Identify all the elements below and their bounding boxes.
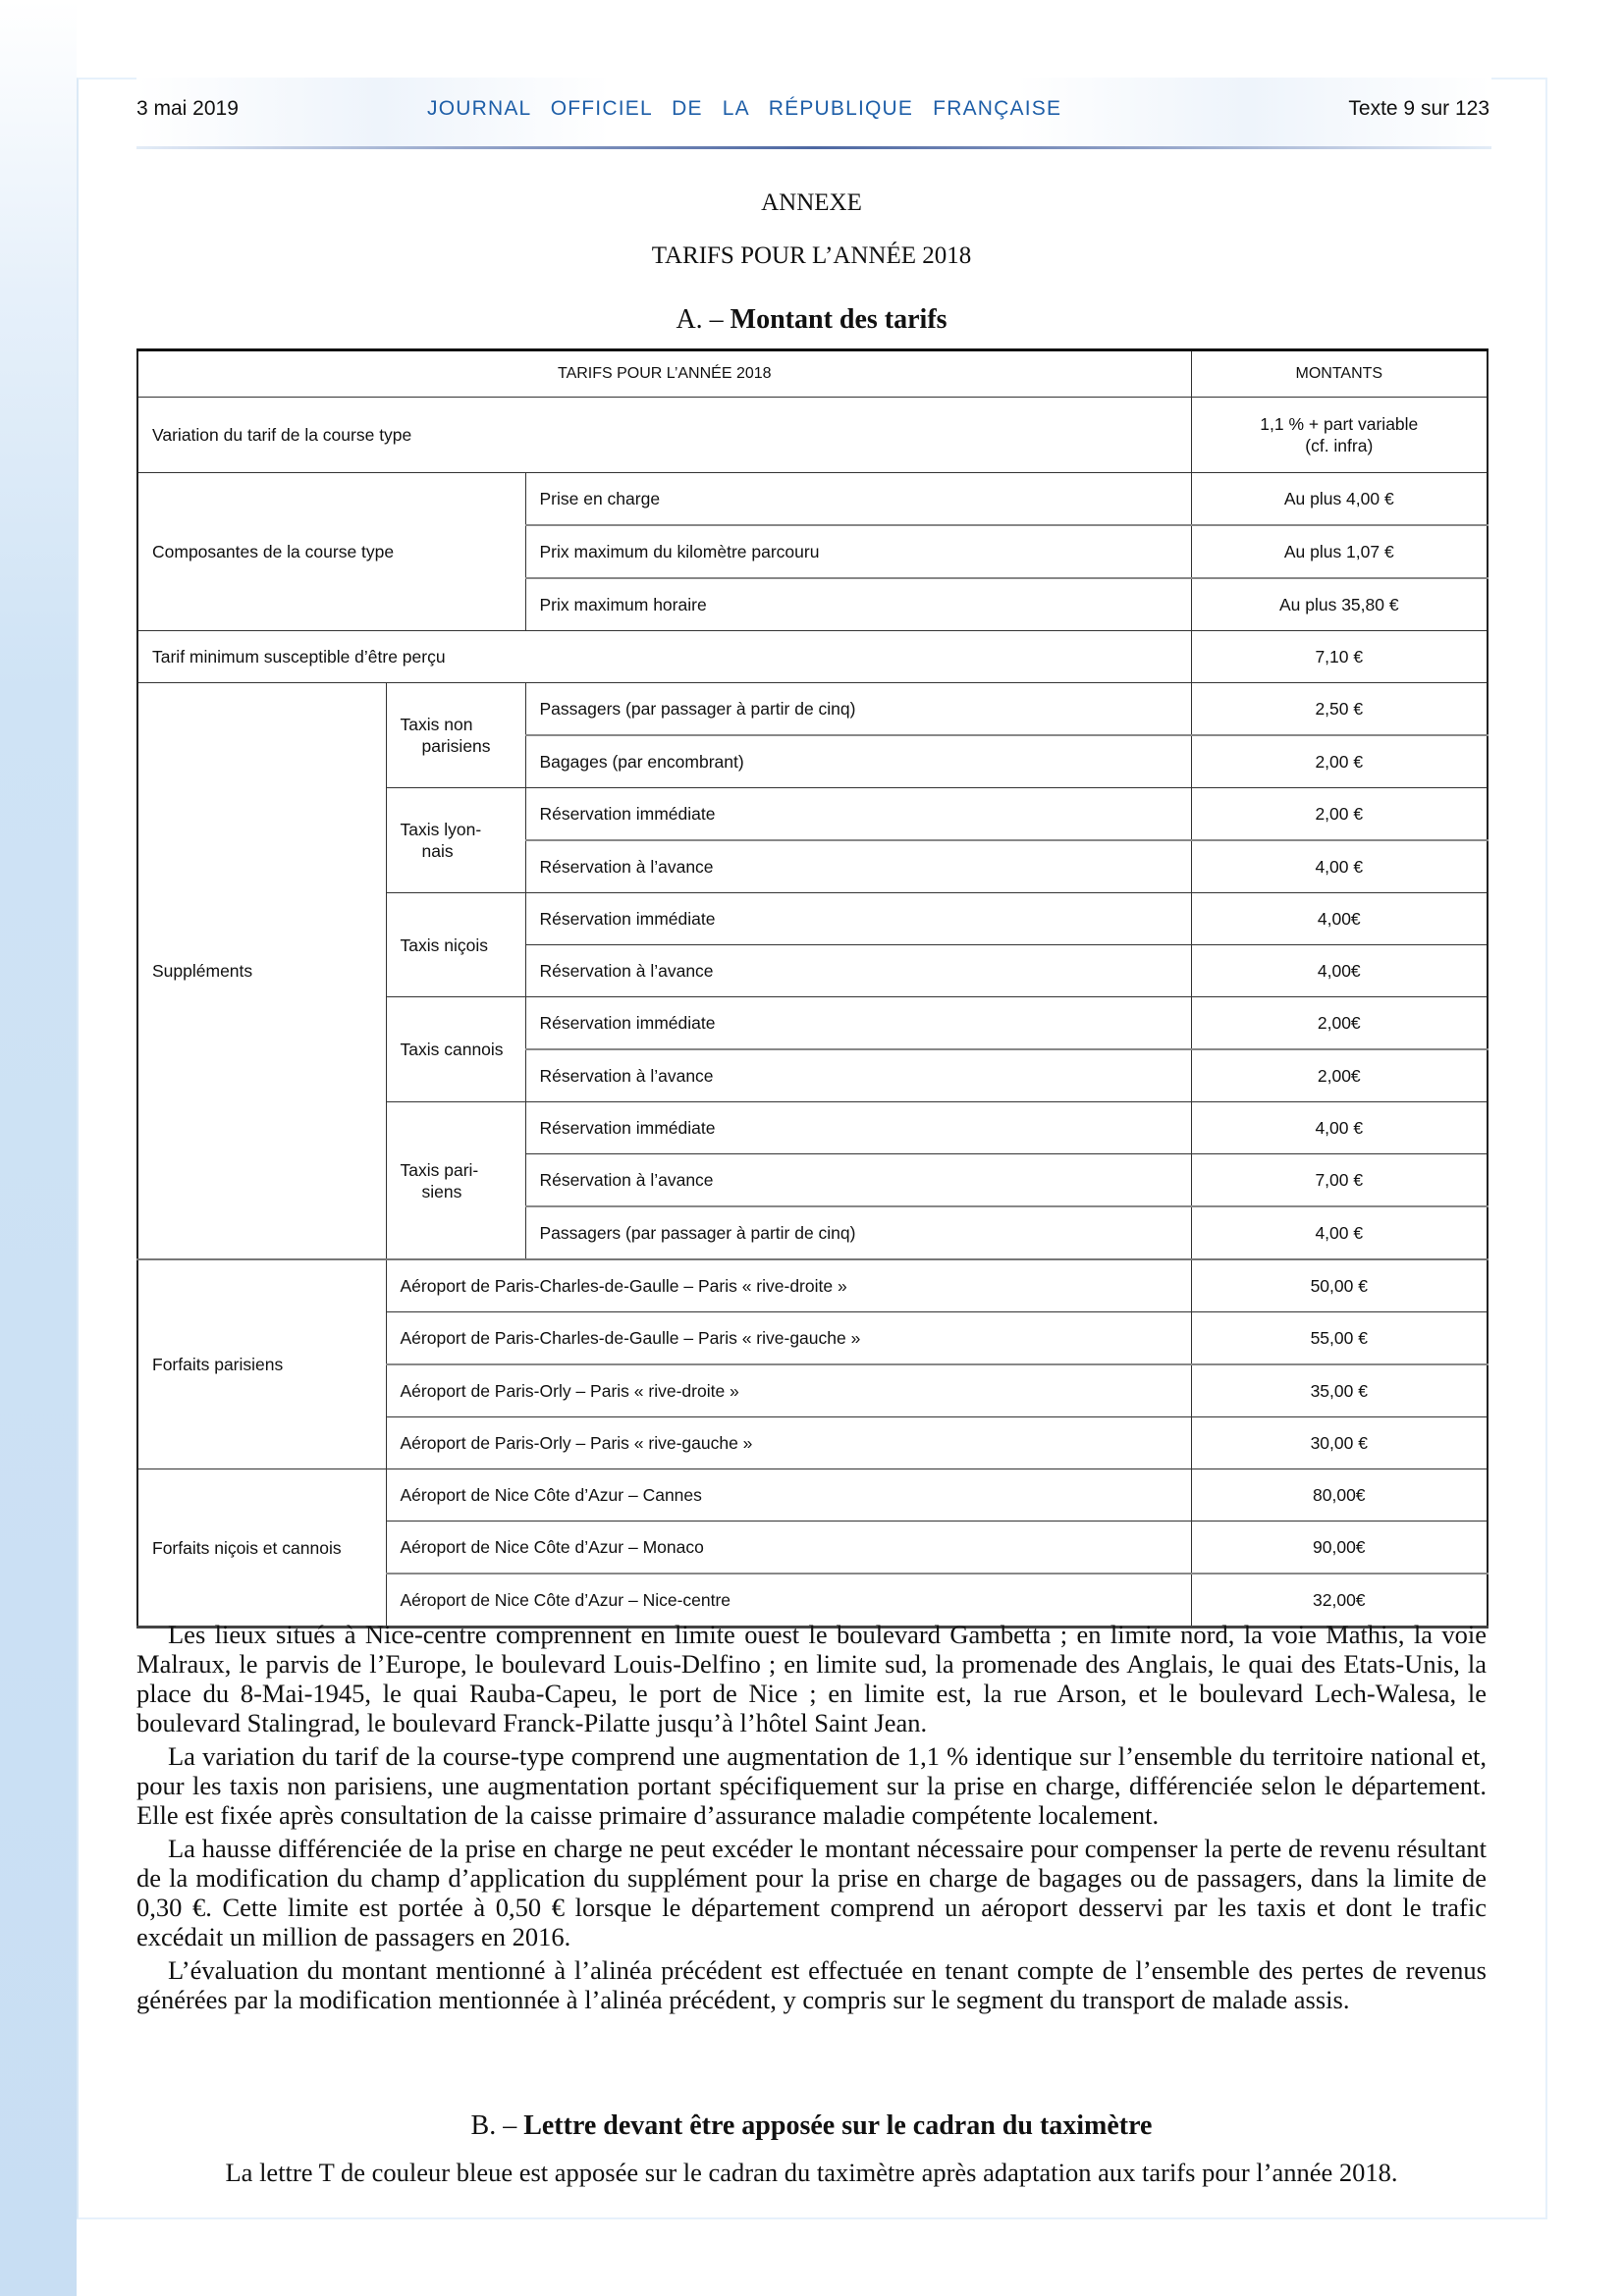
row-amount: 90,00€ <box>1191 1522 1488 1575</box>
row-item: Réservation immédiate <box>525 997 1191 1050</box>
row-amount: 55,00 € <box>1191 1312 1488 1365</box>
row-item: Prix maximum horaire <box>525 578 1191 631</box>
group-label: Composantes de la course type <box>137 473 525 631</box>
subgroup-line: parisiens <box>421 736 491 756</box>
section-b-heading <box>136 2110 1487 2142</box>
row-item: Aéroport de Nice Côte d’Azur – Monaco <box>386 1522 1191 1575</box>
row-amount: 7,00 € <box>1191 1154 1488 1207</box>
group-label: Suppléments <box>137 683 386 1260</box>
annexe-subtitle: TARIFS POUR L’ANNÉE 2018 <box>651 242 972 269</box>
section-b-title: Lettre devant être apposée sur le cadran du taximètre <box>523 2110 1153 2141</box>
row-amount: 2,00 € <box>1191 735 1488 788</box>
header-page-info: Texte 9 sur 123 <box>1348 97 1489 120</box>
subgroup-line: nais <box>421 841 454 861</box>
row-amount: 4,00 € <box>1191 1206 1488 1259</box>
amount-line: 1,1 % + part variable <box>1260 414 1419 434</box>
row-amount: 7,10 € <box>1191 631 1488 683</box>
row-item: Aéroport de Nice Côte d’Azur – Cannes <box>386 1469 1191 1522</box>
row-amount: 4,00€ <box>1191 945 1488 997</box>
table-row <box>137 398 1488 473</box>
paragraph: Les lieux situés à Nice-centre comprennent en limite ouest le boulevard Gambetta ; en limite nord, la voie Mathis, la voie Malraux, le parvis de l’Europe, le boulevard Louis-Delfino ; en limite sud, la promenade des Anglais, le quai des Etats-Unis, la place du 8-Mai-1945, le quai Rauba-Capeu, le port de Nice ; en limite est, la rue Arson, et le boulevard Lech-Walesa, le boulevard Stalingrad, le boulevard Franck-Pilatte jusqu’à l’hôtel Saint Jean. <box>136 1620 1487 1737</box>
row-amount: 4,00 € <box>1191 840 1488 893</box>
row-item: Réservation à l’avance <box>525 1154 1191 1207</box>
header-cell-tarifs: TARIFS POUR L’ANNÉE 2018 <box>137 350 1191 398</box>
left-margin-band <box>0 0 77 2296</box>
subgroup-label <box>386 683 525 788</box>
row-item: Aéroport de Paris-Charles-de-Gaulle – Paris « rive-droite » <box>386 1259 1191 1312</box>
row-item: Réservation immédiate <box>525 893 1191 945</box>
row-item: Réservation immédiate <box>525 788 1191 841</box>
row-item: Aéroport de Paris-Orly – Paris « rive-droite » <box>386 1364 1191 1417</box>
header-date: 3 mai 2019 <box>136 97 239 120</box>
subgroup-label <box>386 788 525 893</box>
table-row <box>137 1259 1488 1312</box>
row-item: Prix maximum du kilomètre parcouru <box>525 525 1191 578</box>
row-amount: Au plus 35,80 € <box>1191 578 1488 631</box>
row-item: Prise en charge <box>525 473 1191 526</box>
subgroup-line: Taxis non <box>400 715 473 734</box>
row-amount <box>1191 398 1488 473</box>
row-item: Aéroport de Paris-Orly – Paris « rive-gauche » <box>386 1417 1191 1469</box>
table-row <box>137 473 1488 526</box>
paragraph: La variation du tarif de la course-type comprend une augmentation de 1,1 % identique sur l’ensemble du territoire national et, pour les taxis non parisiens, une augmentation portant spécifiquement sur la prise en charge, différenciée selon le département. Elle est fixée après consultation de la caisse primaire d’assurance maladie compétente localement. <box>136 1741 1487 1830</box>
group-label: Forfaits parisiens <box>137 1259 386 1469</box>
row-label: Variation du tarif de la course type <box>137 398 1191 473</box>
row-item: Réservation immédiate <box>525 1102 1191 1154</box>
row-item: Aéroport de Paris-Charles-de-Gaulle – Paris « rive-gauche » <box>386 1312 1191 1365</box>
journal-title: JOURNAL OFFICIEL DE LA RÉPUBLIQUE FRANÇAISE <box>427 97 1062 120</box>
subgroup-line: Taxis pari- <box>400 1159 479 1180</box>
row-amount: 32,00€ <box>1191 1574 1488 1628</box>
row-amount: 80,00€ <box>1191 1469 1488 1522</box>
row-amount: 2,00€ <box>1191 997 1488 1050</box>
annexe-title: ANNEXE <box>761 189 862 216</box>
subgroup-line: siens <box>421 1181 462 1201</box>
section-a-heading <box>136 304 1487 336</box>
section-b-text: La lettre T de couleur bleue est apposée sur le cadran du taximètre après adaptation aux tarifs pour l’année 2018. <box>225 2158 1398 2187</box>
table-header-row <box>137 350 1488 398</box>
subgroup-line: Taxis lyon- <box>400 820 482 839</box>
paragraph: L’évaluation du montant mentionné à l’alinéa précédent est effectuée en tenant compte de l’ensemble des pertes de revenus générées par la modification mentionnée à l’alinéa précédent, y compris sur le segment du transport de malade assis. <box>136 1955 1487 2014</box>
row-amount: 4,00 € <box>1191 1102 1488 1154</box>
section-a-title: Montant des tarifs <box>730 304 947 335</box>
table-row <box>137 683 1488 736</box>
row-amount: 2,00€ <box>1191 1049 1488 1102</box>
amount-line: (cf. infra) <box>1305 436 1374 455</box>
subgroup-label: Taxis cannois <box>386 997 525 1102</box>
row-item: Réservation à l’avance <box>525 1049 1191 1102</box>
row-amount: 4,00€ <box>1191 893 1488 945</box>
row-item: Réservation à l’avance <box>525 945 1191 997</box>
group-label: Forfaits niçois et cannois <box>137 1469 386 1628</box>
row-item: Aéroport de Nice Côte d’Azur – Nice-centre <box>386 1574 1191 1628</box>
table-row <box>137 1469 1488 1522</box>
section-a-prefix: A. – <box>676 304 731 335</box>
body-text <box>136 1620 1487 2018</box>
row-item: Passagers (par passager à partir de cinq) <box>525 683 1191 736</box>
row-item: Réservation à l’avance <box>525 840 1191 893</box>
row-amount: 50,00 € <box>1191 1259 1488 1312</box>
subgroup-label: Taxis niçois <box>386 893 525 997</box>
table-row <box>137 631 1488 683</box>
header-cell-montants: MONTANTS <box>1191 350 1488 398</box>
row-amount: 2,50 € <box>1191 683 1488 736</box>
row-amount: Au plus 1,07 € <box>1191 525 1488 578</box>
row-amount: 2,00 € <box>1191 788 1488 841</box>
row-amount: 30,00 € <box>1191 1417 1488 1469</box>
row-amount: 35,00 € <box>1191 1364 1488 1417</box>
paragraph: La hausse différenciée de la prise en charge ne peut excéder le montant nécessaire pour compenser la perte de revenu résultant de la modification du champ d’application du supplément pour la prise en charge de bagages ou de passagers, dans la limite de 0,30 €. Cette limite est portée à 0,50 € lorsque le département comprend un aéroport desservi par les taxis et dont le trafic excédait un million de passagers en 2016. <box>136 1834 1487 1951</box>
row-amount: Au plus 4,00 € <box>1191 473 1488 526</box>
row-item: Bagages (par encombrant) <box>525 735 1191 788</box>
header-rule <box>136 146 1491 149</box>
section-b-prefix: B. – <box>470 2110 524 2141</box>
tarifs-table <box>136 348 1489 1629</box>
row-label: Tarif minimum susceptible d’être perçu <box>137 631 1191 683</box>
subgroup-label <box>386 1102 525 1260</box>
row-item: Passagers (par passager à partir de cinq) <box>525 1206 1191 1259</box>
